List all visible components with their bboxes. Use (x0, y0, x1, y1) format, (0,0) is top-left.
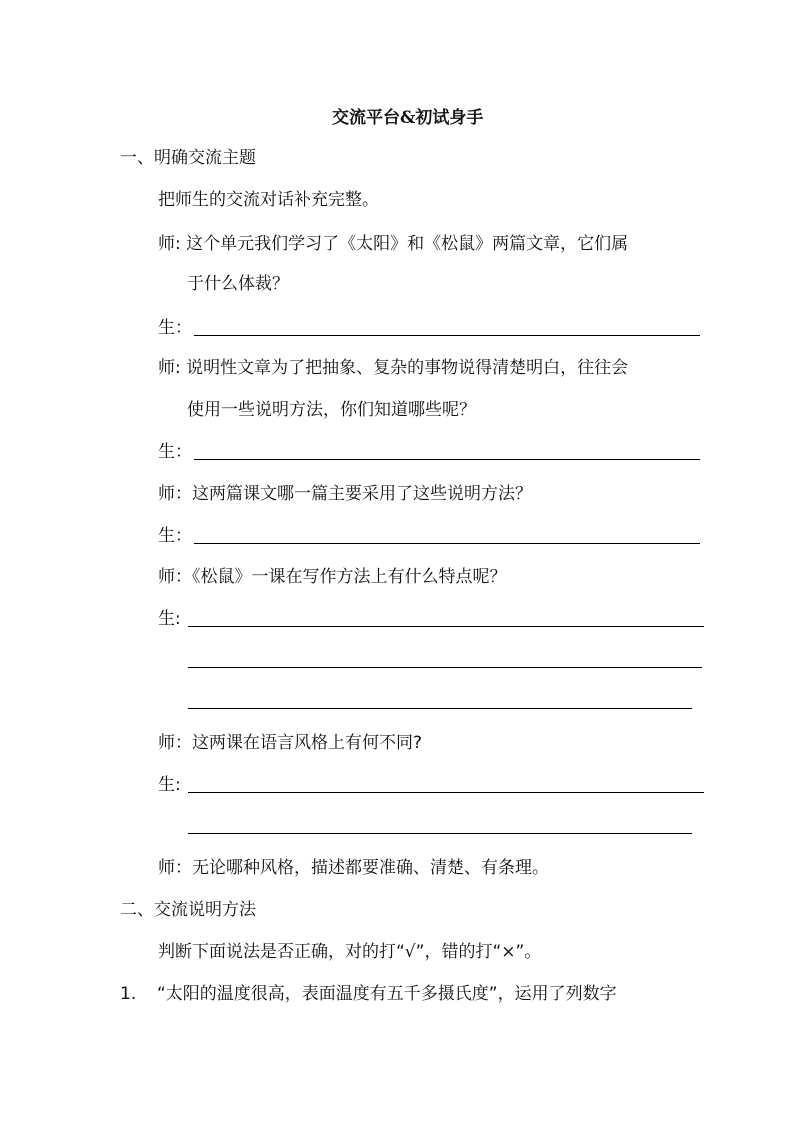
question-1-number: 1. (120, 984, 137, 1004)
teacher-question-4: 师：《松鼠》一课在写作方法上有什么特点呢？ (158, 567, 507, 587)
student-answer-2-label: 生： (158, 442, 192, 462)
answer-2-blank-line[interactable] (194, 459, 700, 460)
section-1-instruction: 把师生的交流对话补充完整。 (158, 190, 379, 210)
teacher-question-5: 师：这两课在语言风格上有何不同? (158, 733, 423, 753)
page-title: 交流平台&初试身手 (332, 108, 484, 128)
answer-5-blank-line-1[interactable] (188, 792, 704, 793)
teacher-closing-remark: 师：无论哪种风格，描述都要准确、清楚、有条理。 (158, 858, 549, 878)
answer-4-blank-line-2[interactable] (188, 667, 702, 668)
question-1-text: “太阳的温度很高，表面温度有五千多摄氏度”，运用了列数字 (157, 984, 617, 1004)
section-1-heading: 一、明确交流主题 (120, 148, 256, 168)
student-answer-1-label: 生： (158, 318, 192, 338)
answer-5-blank-line-2[interactable] (188, 833, 692, 834)
student-answer-3-label: 生： (158, 526, 192, 546)
teacher-question-2-line-1: 师: 说明性文章为了把抽象、复杂的事物说得清楚明白，往往会 (158, 358, 629, 378)
section-2-instruction: 判断下面说法是否正确，对的打“√”，错的打“×”。 (158, 942, 542, 962)
answer-4-blank-line-1[interactable] (188, 626, 704, 627)
teacher-question-2-line-2: 使用一些说明方法，你们知道哪些呢？ (187, 400, 476, 420)
answer-1-blank-line[interactable] (194, 335, 700, 336)
answer-4-blank-line-3[interactable] (188, 708, 692, 709)
teacher-question-1-line-1: 师: 这个单元我们学习了《太阳》和《松鼠》两篇文章，它们属 (158, 234, 629, 254)
student-answer-4-label: 生: (158, 609, 181, 629)
student-answer-5-label: 生: (158, 775, 181, 795)
teacher-question-1-line-2: 于什么体裁？ (187, 274, 289, 294)
answer-3-blank-line[interactable] (194, 543, 700, 544)
teacher-question-3: 师：这两篇课文哪一篇主要采用了这些说明方法？ (158, 484, 532, 504)
section-2-heading: 二、交流说明方法 (120, 900, 256, 920)
